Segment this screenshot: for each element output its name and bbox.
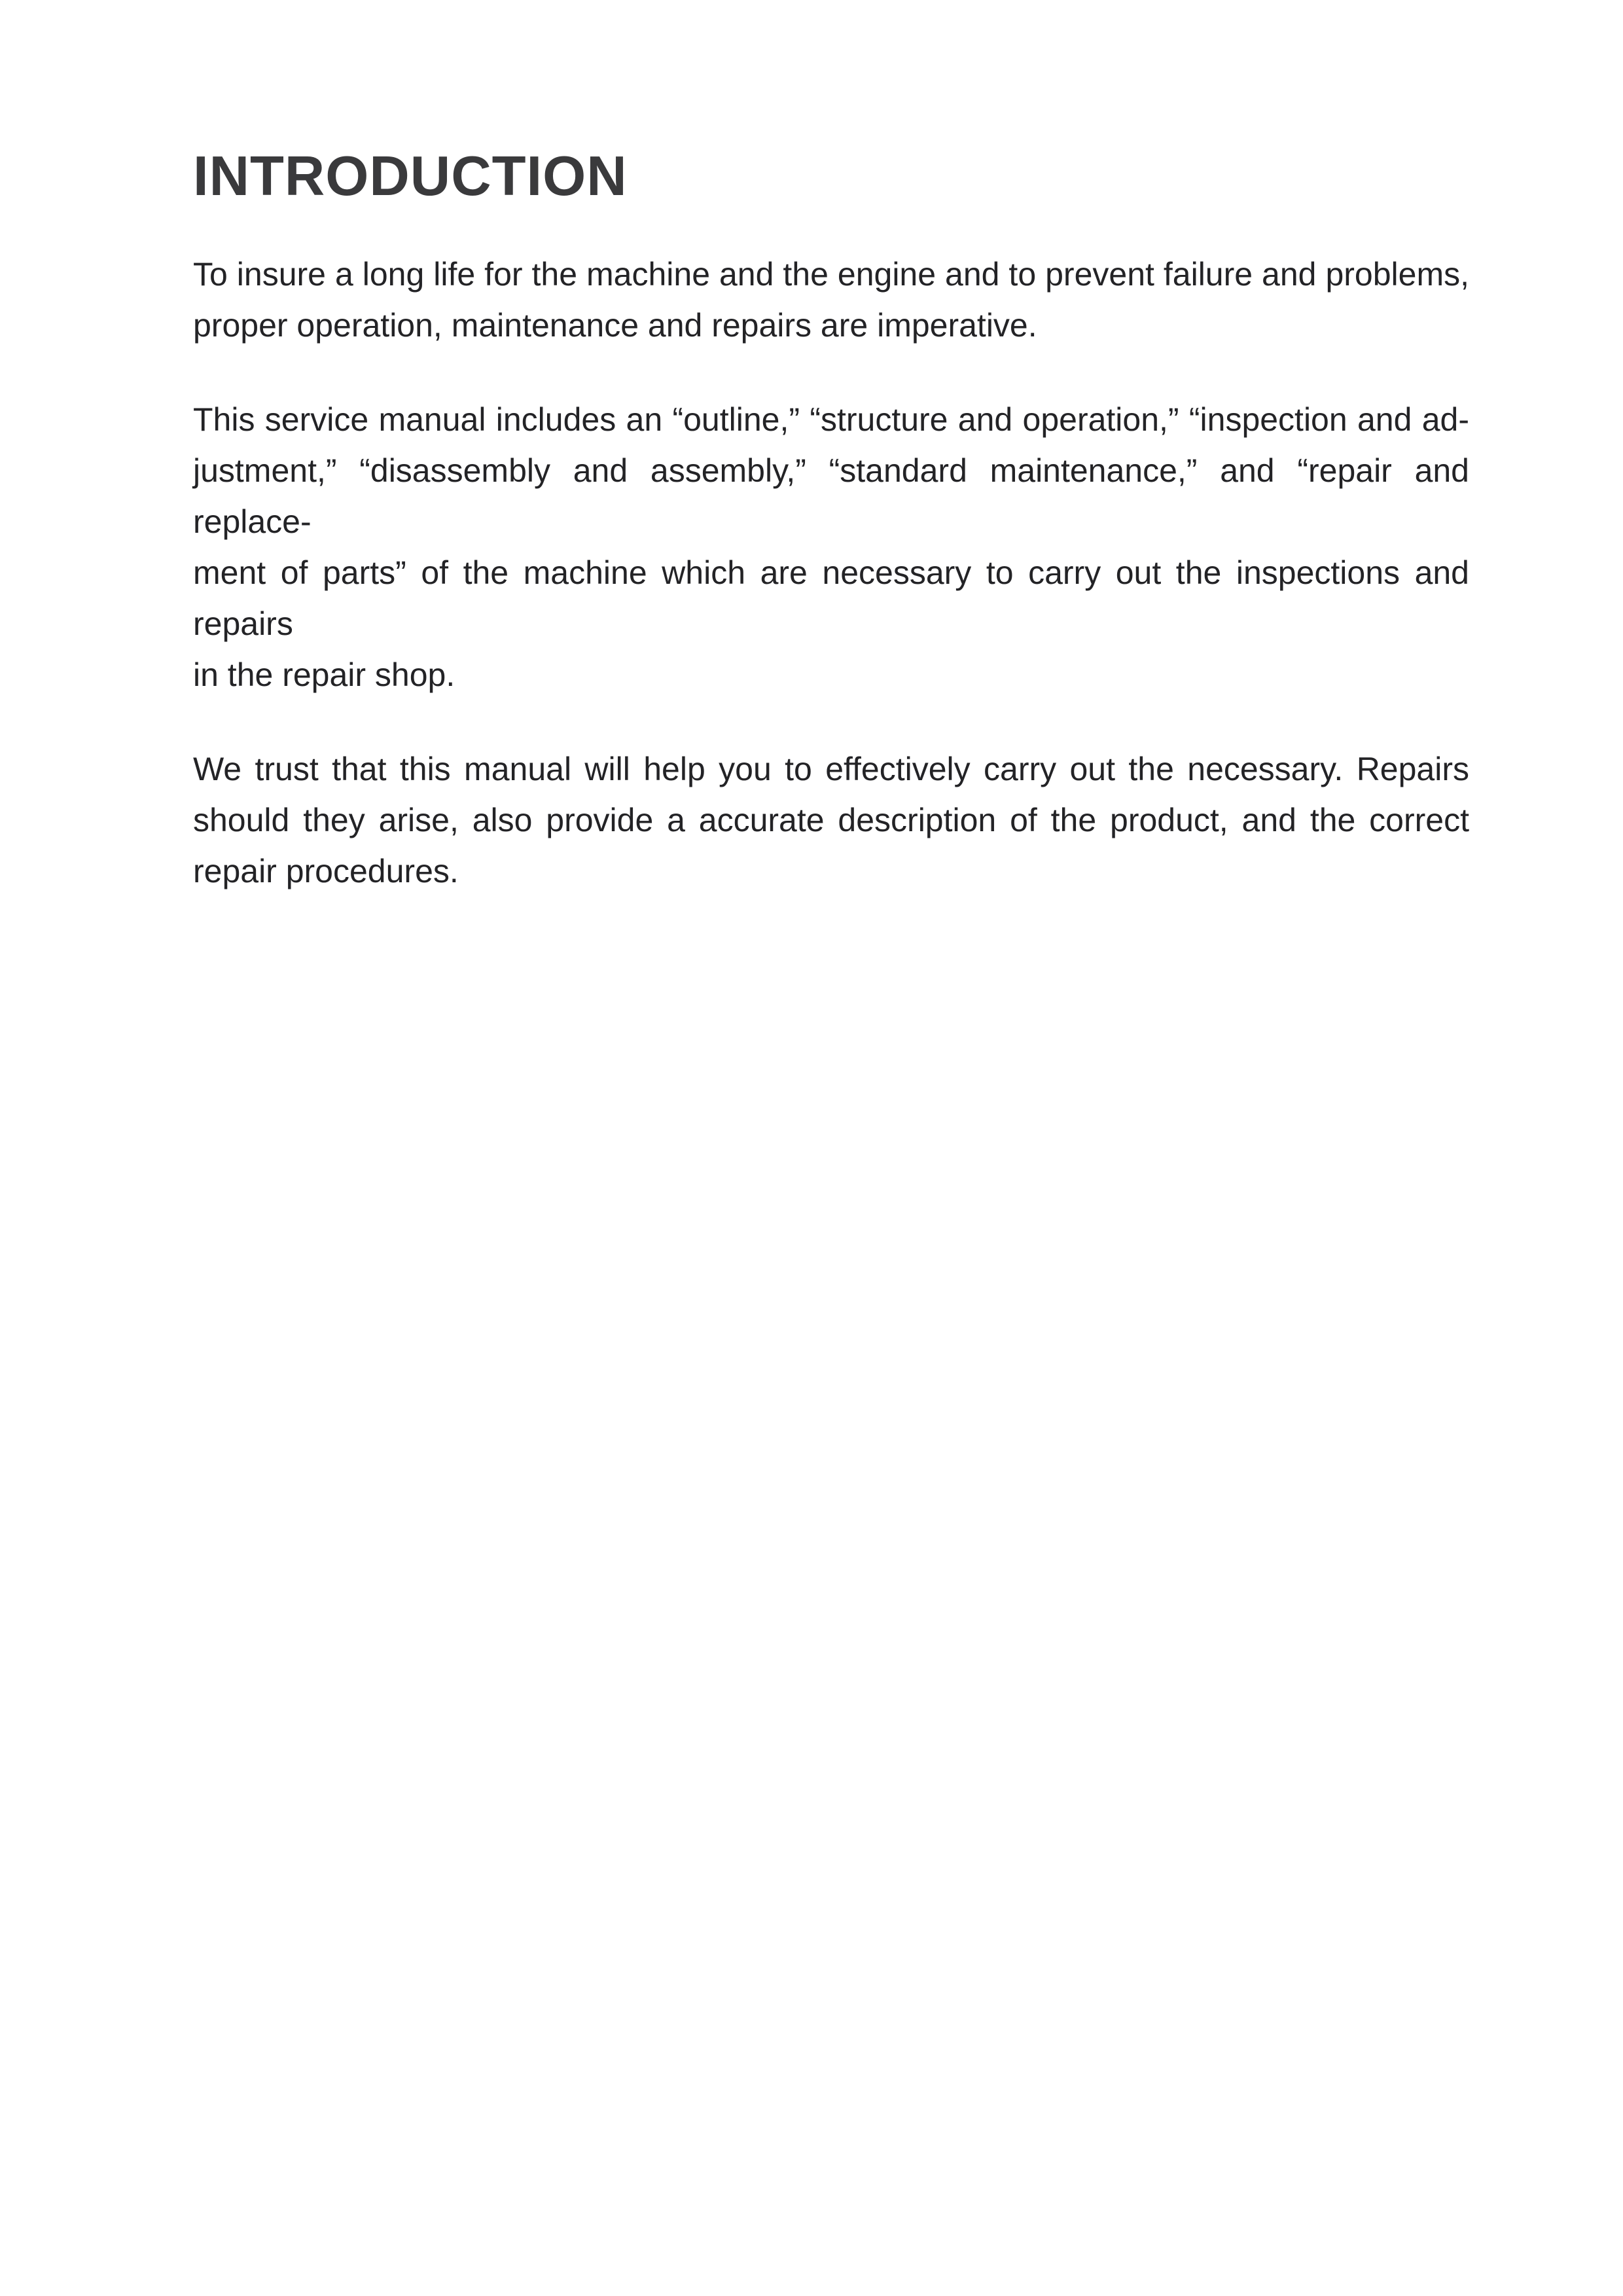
text-line: We trust that this manual will help you to effectively carry out the necessary. Repairs	[193, 751, 1469, 787]
text-line: should they arise, also provide a accurate description of the product, and the correct	[193, 802, 1469, 838]
text-line: repair procedures.	[193, 853, 459, 889]
section-heading: INTRODUCTION	[193, 145, 628, 207]
text-line: in the repair shop.	[193, 656, 455, 693]
paragraph	[193, 249, 1469, 351]
text-line: justment,” “disassembly and assembly,” “standard maintenance,” and “repair and replace-	[193, 452, 1469, 540]
text-line: To insure a long life for the machine and the engine and to prevent failure and problems,	[193, 256, 1469, 293]
paragraph	[193, 744, 1469, 897]
text-line: This service manual includes an “outline,” “structure and operation,” “inspection and ad-	[193, 401, 1469, 438]
text-line: proper operation, maintenance and repairs are imperative.	[193, 307, 1037, 344]
text-line: ment of parts” of the machine which are necessary to carry out the inspections and repairs	[193, 554, 1469, 642]
paragraph	[193, 394, 1469, 700]
page-content	[193, 0, 1469, 897]
